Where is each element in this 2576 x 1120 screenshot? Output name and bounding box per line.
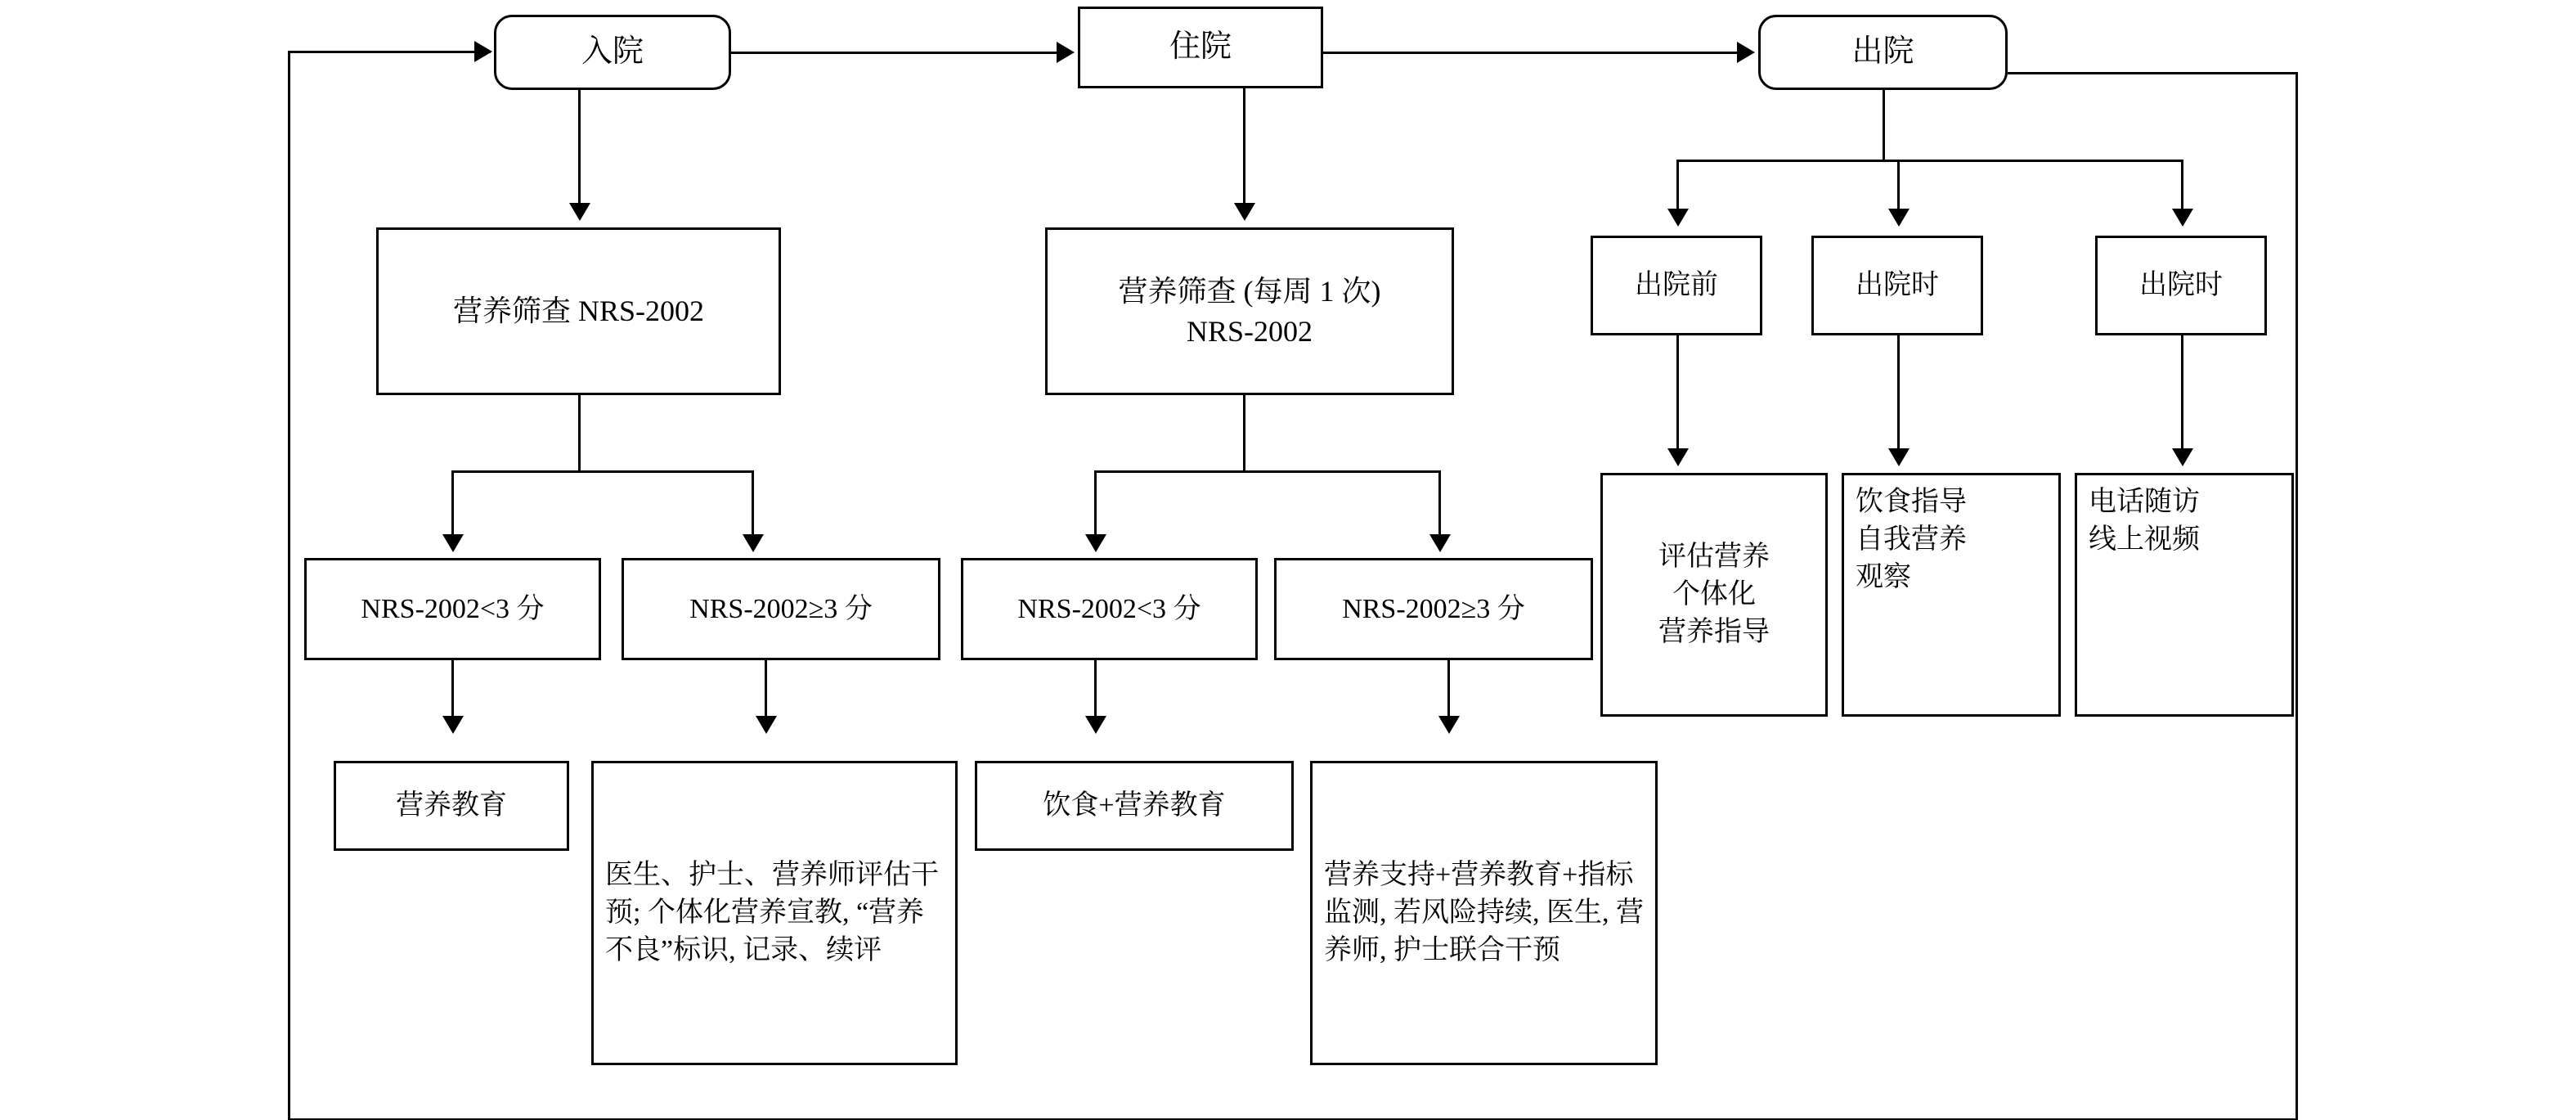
hospitalization-to-discharge-line: [1323, 52, 1739, 54]
hospitalization-split-stem: [1243, 395, 1245, 470]
discharge-before-down: [1676, 335, 1679, 450]
node-admission-screening[interactable]: [376, 227, 781, 395]
admission-low-risk-arrow: [442, 716, 464, 734]
node-admission-low-risk-label: NRS-2002<3 分: [361, 593, 545, 624]
hospitalization-split-left-arrow: [1085, 534, 1106, 552]
node-hospitalization-screening[interactable]: [1045, 227, 1454, 395]
node-hospitalization-low-risk[interactable]: [961, 558, 1258, 660]
node-hospitalization-low-risk-label: NRS-2002<3 分: [1017, 593, 1201, 624]
node-discharge-action-before-line3: 营养指导: [1658, 616, 1770, 647]
discharge-at2-down: [2181, 335, 2183, 450]
node-discharge-action-at-1[interactable]: [1842, 473, 2061, 717]
outer-frame-right: [2296, 72, 2298, 1120]
hospitalization-split-left: [1094, 470, 1097, 536]
outer-frame-top-right: [2008, 72, 2298, 74]
discharge-split-bar: [1676, 160, 2183, 162]
hospitalization-split-bar: [1094, 470, 1441, 473]
hospitalization-split-right: [1438, 470, 1441, 536]
node-admission-low-risk[interactable]: [304, 558, 601, 660]
discharge-before-arrow: [1667, 448, 1689, 466]
loop-to-admission-line: [288, 51, 491, 53]
node-discharge-stage-before[interactable]: [1591, 236, 1762, 335]
node-hospitalization-high-risk[interactable]: [1274, 558, 1593, 660]
hospitalization-down-line: [1243, 88, 1245, 205]
node-discharge-action-before[interactable]: [1600, 473, 1828, 717]
admission-low-risk-down: [451, 660, 454, 717]
discharge-down-stem: [1883, 90, 1885, 160]
node-admission-high-risk-label: NRS-2002≥3 分: [689, 593, 873, 624]
hospitalization-low-risk-arrow: [1085, 716, 1106, 734]
node-discharge-action-at-2[interactable]: [2075, 473, 2294, 717]
node-admission-low-risk-action[interactable]: [334, 761, 569, 851]
admission-to-hospitalization-line: [731, 52, 1058, 54]
node-discharge-action-before-line1: 评估营养: [1658, 542, 1770, 573]
node-discharge-stage-at-2[interactable]: [2095, 236, 2267, 335]
hospitalization-split-right-arrow: [1429, 534, 1451, 552]
discharge-split-mid-arrow: [1888, 209, 1910, 227]
loop-to-admission-arrow: [474, 41, 492, 62]
node-admission-high-risk[interactable]: [622, 558, 940, 660]
discharge-split-left: [1676, 160, 1679, 210]
node-discharge-stage-before-label: 出院前: [1635, 270, 1718, 301]
admission-high-risk-down: [765, 660, 767, 717]
node-discharge-label: 出院: [1851, 34, 1914, 70]
hospitalization-high-risk-arrow: [1438, 716, 1460, 734]
admission-down-line: [578, 90, 581, 205]
admission-to-hospitalization-arrow: [1057, 42, 1075, 63]
admission-split-bar: [451, 470, 754, 473]
node-hospitalization-low-risk-action-label: 饮食+营养教育: [1043, 790, 1226, 821]
node-admission-high-risk-action[interactable]: [591, 761, 958, 1065]
node-hospitalization-high-risk-action-label: 营养支持+营养教育+指标监测, 若风险持续, 医生, 营养师, 护士联合干预: [1324, 860, 1644, 965]
node-discharge[interactable]: [1758, 15, 2008, 90]
discharge-at2-arrow: [2172, 448, 2193, 466]
admission-split-left: [451, 470, 454, 536]
discharge-at1-down: [1897, 335, 1900, 450]
node-discharge-action-at-1-line2: 自我营养: [1856, 524, 1967, 555]
node-hospitalization-low-risk-action[interactable]: [975, 761, 1294, 851]
discharge-split-left-arrow: [1667, 209, 1689, 227]
admission-split-right: [752, 470, 754, 536]
node-admission-label: 入院: [581, 34, 644, 70]
node-hospitalization-high-risk-action[interactable]: [1310, 761, 1658, 1065]
discharge-split-right-arrow: [2172, 209, 2193, 227]
node-admission-screening-label: 营养筛查 NRS-2002: [452, 295, 705, 328]
hospitalization-high-risk-down: [1447, 660, 1450, 717]
admission-split-left-arrow: [442, 534, 464, 552]
node-hospitalization[interactable]: [1078, 7, 1323, 88]
node-admission-low-risk-action-label: 营养教育: [396, 790, 507, 821]
hospitalization-down-arrow: [1234, 203, 1255, 221]
hospitalization-to-discharge-arrow: [1737, 42, 1755, 63]
node-discharge-stage-at-2-label: 出院时: [2139, 270, 2223, 301]
node-discharge-action-before-line2: 个体化: [1672, 579, 1756, 610]
node-discharge-stage-at-1-label: 出院时: [1856, 270, 1939, 301]
admission-split-right-arrow: [743, 534, 764, 552]
node-hospitalization-label: 住院: [1169, 29, 1232, 65]
node-discharge-action-at-2-line1: 电话随访: [2089, 487, 2200, 517]
node-hospitalization-high-risk-label: NRS-2002≥3 分: [1342, 593, 1525, 624]
node-admission[interactable]: [494, 15, 731, 90]
outer-frame-left: [288, 51, 290, 1120]
discharge-at1-arrow: [1888, 448, 1910, 466]
admission-split-stem: [578, 395, 581, 470]
discharge-split-mid: [1897, 160, 1900, 210]
admission-high-risk-arrow: [756, 716, 777, 734]
node-discharge-stage-at-1[interactable]: [1811, 236, 1983, 335]
node-hospitalization-screening-line1: 营养筛查 (每周 1 次): [1118, 274, 1381, 308]
node-discharge-action-at-1-line3: 观察: [1856, 561, 1911, 592]
hospitalization-low-risk-down: [1094, 660, 1097, 717]
node-hospitalization-screening-line2: NRS-2002: [1186, 314, 1313, 348]
node-admission-high-risk-action-label: 医生、护士、营养师评估干预; 个体化营养宣教, “营养不良”标识, 记录、续评: [605, 860, 939, 965]
discharge-split-right: [2181, 160, 2183, 210]
node-discharge-action-at-1-line1: 饮食指导: [1856, 487, 1967, 517]
admission-down-arrow: [569, 203, 590, 221]
node-discharge-action-at-2-line2: 线上视频: [2089, 524, 2200, 555]
